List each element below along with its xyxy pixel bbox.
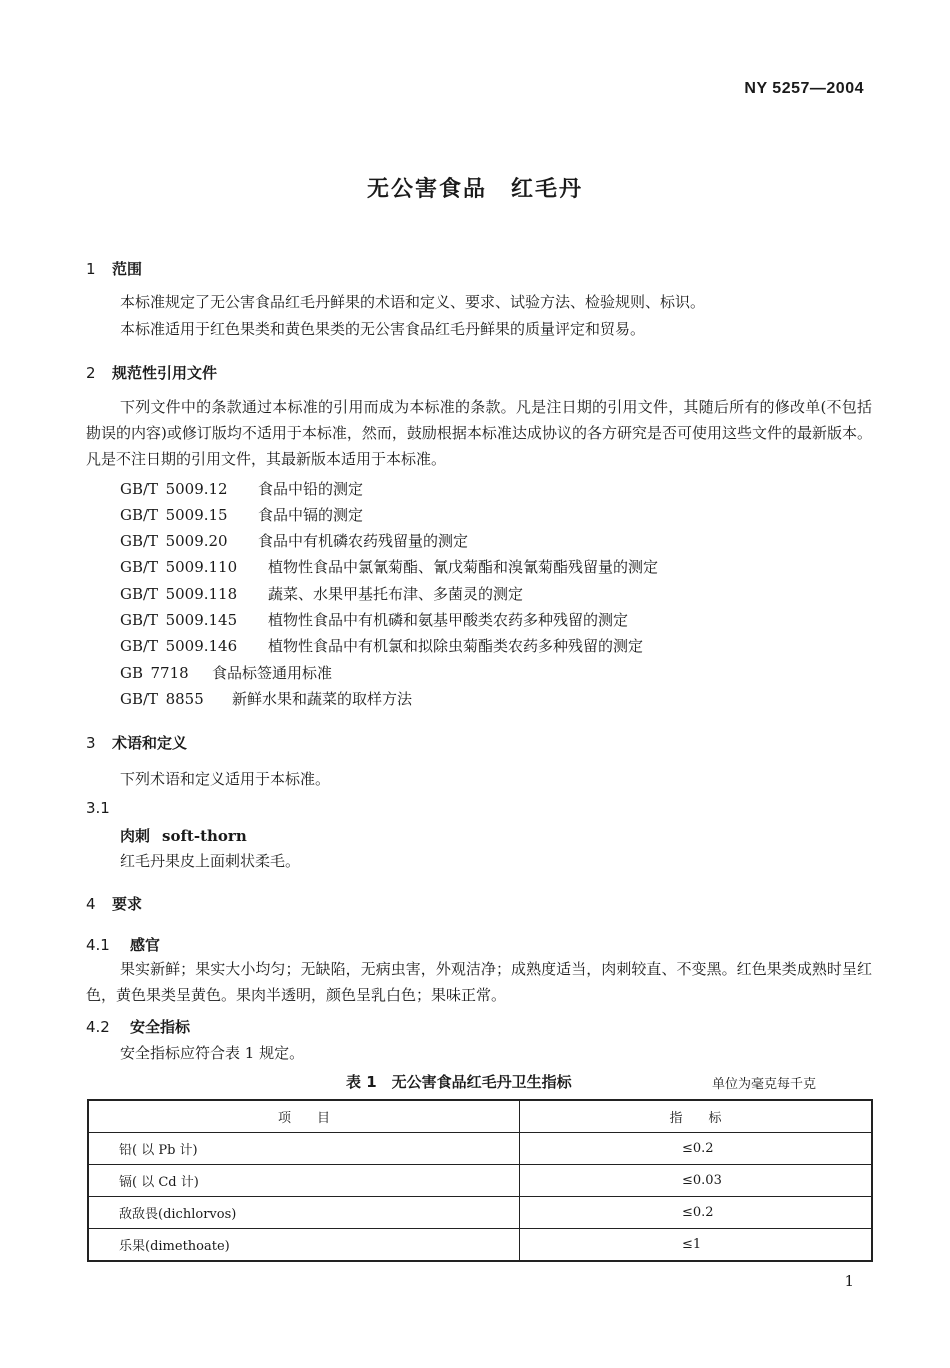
reference-item: GB/T 5009.145 植物性食品中有机磷和氨基甲酸类农药多种残留的测定 xyxy=(120,611,629,629)
table-cell-value: ≤1 xyxy=(520,1229,873,1262)
subsection-4-1-heading xyxy=(86,934,160,955)
subsection-title: 安全指标 xyxy=(130,1018,191,1036)
reference-item: GB/T 5009.110 植物性食品中氯氰菊酯、氰戊菊酯和溴氰菊酯残留量的测定 xyxy=(120,558,659,576)
section-title: 术语和定义 xyxy=(112,734,188,752)
subsection-title: 感官 xyxy=(130,936,161,954)
table-unit: 单位为毫克每千克 xyxy=(712,1077,817,1092)
section-4-heading xyxy=(86,893,142,914)
safety-index-table xyxy=(87,1099,873,1262)
table-row xyxy=(88,1165,872,1197)
term xyxy=(120,825,247,846)
section-number: 3 xyxy=(86,734,96,752)
section-title: 规范性引用文件 xyxy=(112,364,218,382)
section-title: 要求 xyxy=(112,895,143,913)
table-cell-item: 乐果(dimethoate) xyxy=(88,1229,520,1262)
section-3-heading xyxy=(86,732,187,753)
table-cell-value: ≤0.2 xyxy=(520,1197,873,1229)
subsection-number: 4.1 xyxy=(86,936,110,954)
paragraph: 本标准规定了无公害食品红毛丹鲜果的术语和定义、要求、试验方法、检验规则、标识。 xyxy=(120,293,706,311)
term-chinese: 肉刺 xyxy=(120,827,151,845)
section-number: 1 xyxy=(86,260,96,278)
table-cell-item: 敌敌畏(dichlorvos) xyxy=(88,1197,520,1229)
subsection-number: 4.2 xyxy=(86,1018,110,1036)
column-header: 指 标 xyxy=(520,1100,873,1133)
section-2-heading xyxy=(86,362,217,383)
section-title: 范围 xyxy=(112,260,143,278)
table-cell-value: ≤0.03 xyxy=(520,1165,873,1197)
reference-item: GB/T 5009.12 食品中铅的测定 xyxy=(120,480,364,498)
section-number: 4 xyxy=(86,895,96,913)
table-cell-item: 镉( 以 Cd 计) xyxy=(88,1165,520,1197)
section-1-heading xyxy=(86,258,142,279)
document-title: 无公害食品 红毛丹 xyxy=(366,177,583,202)
paragraph: 果实新鲜；果实大小均匀；无缺陷，无病虫害，外观洁净；成熟度适当，肉刺较直、不变黑。红色果类成熟时呈红色，黄色果类呈黄色。果肉半透明，颜色呈乳白色；果味正常。 xyxy=(86,960,872,1004)
table-cell-value: ≤0.2 xyxy=(520,1133,873,1165)
reference-item: GB/T 5009.146 植物性食品中有机氯和拟除虫菊酯类农药多种残留的测定 xyxy=(120,637,644,655)
reference-item: GB/T 8855 新鲜水果和蔬菜的取样方法 xyxy=(120,690,413,708)
paragraph: 安全指标应符合表 1 规定。 xyxy=(120,1044,305,1062)
term-english: soft-thorn xyxy=(162,827,247,845)
table-header-row xyxy=(88,1100,872,1133)
paragraph: 下列术语和定义适用于本标准。 xyxy=(120,770,331,788)
paragraph: 本标准适用于红色果类和黄色果类的无公害食品红毛丹鲜果的质量评定和贸易。 xyxy=(120,320,646,338)
table-row xyxy=(88,1133,872,1165)
reference-item: GB/T 5009.118 蔬菜、水果甲基托布津、多菌灵的测定 xyxy=(120,585,524,603)
reference-item: GB 7718 食品标签通用标准 xyxy=(120,664,333,682)
section-number: 2 xyxy=(86,364,96,382)
reference-item: GB/T 5009.15 食品中镉的测定 xyxy=(120,506,364,524)
table-row xyxy=(88,1229,872,1262)
column-header: 项 目 xyxy=(88,1100,520,1133)
table-row xyxy=(88,1197,872,1229)
paragraph: 下列文件中的条款通过本标准的引用而成为本标准的条款。凡是注日期的引用文件，其随后所有的修改单(不包括勘误的内容)或修订版均不适用于本标准，然而，鼓励根据本标准达成协议的各方研究是否可使用这些文件的最新版本。凡是不注日期的引用文件，其最新版本适用于本标准。 xyxy=(86,398,872,468)
standard-number: NY 5257—2004 xyxy=(744,80,864,97)
table-cell-item: 铅( 以 Pb 计) xyxy=(88,1133,520,1165)
page-number: 1 xyxy=(844,1272,854,1290)
subsection-4-2-heading xyxy=(86,1016,190,1037)
definition: 红毛丹果皮上面刺状柔毛。 xyxy=(120,852,301,870)
subsection-number: 3.1 xyxy=(86,799,110,817)
reference-item: GB/T 5009.20 食品中有机磷农药残留量的测定 xyxy=(120,532,469,550)
table-caption: 表 1 无公害食品红毛丹卫生指标 xyxy=(346,1073,572,1091)
